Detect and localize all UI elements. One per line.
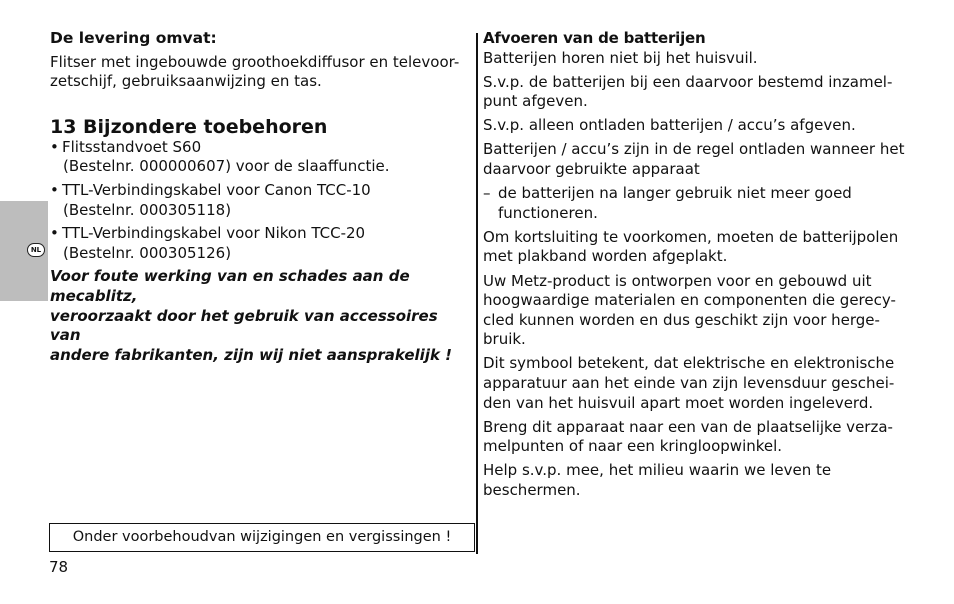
paragraph: [483, 140, 908, 179]
liability-warning: [50, 267, 462, 365]
accessory-name: Flitsstandvoet S60: [62, 137, 202, 156]
paragraph-line: cled kunnen worden en dus geschikt zijn voor herge-: [483, 310, 880, 329]
warning-line: andere fabrikanten, zijn wij niet aansprakelijk !: [50, 345, 452, 364]
warning-line: Voor foute werking van en schades aan de mecablitz,: [50, 267, 410, 305]
accessories-heading: 13 Bijzondere toebehoren: [50, 115, 328, 138]
language-badge: NL: [27, 243, 45, 257]
paragraph-line: Batterijen horen niet bij het huisvuil.: [483, 48, 758, 67]
page-number: 78: [49, 558, 69, 576]
paragraph-line: Batterijen / accu’s zijn in de regel ontladen wanneer het: [483, 140, 905, 159]
bullet-mark: •: [50, 137, 59, 156]
paragraph-line: hoogwaardige materialen en componenten die gerecy-: [483, 291, 896, 310]
paragraph: [483, 461, 908, 500]
accessory-item: [50, 181, 462, 220]
delivery-heading: De levering omvat:: [50, 29, 217, 47]
paragraph-line: den van het huisvuil apart moet worden ingeleverd.: [483, 393, 874, 412]
paragraph-line: functioneren.: [498, 203, 598, 222]
paragraph-line: Om kortsluiting te voorkomen, moeten de batterijpolen: [483, 227, 899, 246]
column-divider: [476, 33, 478, 554]
paragraph: [483, 354, 908, 413]
delivery-text: [50, 53, 462, 92]
paragraph-line: S.v.p. de batterijen bij een daarvoor bestemd inzamel-: [483, 72, 893, 91]
delivery-line: zetschijf, gebruiksaanwijzing en tas.: [50, 72, 322, 91]
paragraph-line: beschermen.: [483, 480, 581, 499]
delivery-line: Flitser met ingebouwde groothoekdiffusor en televoor-: [50, 52, 460, 71]
bullet-mark: •: [50, 224, 59, 243]
accessory-detail: (Bestelnr. 000305126): [63, 243, 232, 262]
accessory-detail: (Bestelnr. 000305118): [63, 200, 232, 219]
paragraph-line: daarvoor gebruikte apparaat: [483, 160, 700, 179]
paragraph-line: Uw Metz-product is ontworpen voor en gebouwd uit: [483, 271, 872, 290]
paragraph: [483, 418, 908, 457]
paragraph-line: melpunten of naar een kringloopwinkel.: [483, 437, 783, 456]
paragraph-line: Dit symbool betekent, dat elektrische en elektronische: [483, 354, 895, 373]
paragraph: [483, 116, 908, 136]
paragraph: [483, 49, 908, 69]
accessory-item: [50, 138, 462, 177]
paragraph: [483, 272, 908, 350]
paragraph-line: apparatuur aan het einde van zijn levensduur geschei-: [483, 374, 895, 392]
disclaimer-box: Onder voorbehoudvan wijzigingen en vergissingen !: [49, 523, 475, 552]
dash-mark: –: [483, 184, 491, 203]
accessory-name: TTL-Verbindingskabel voor Canon TCC-10: [62, 180, 371, 199]
paragraph-line: S.v.p. alleen ontladen batterijen / accu’s afgeven.: [483, 116, 856, 135]
paragraph-line: bruik.: [483, 330, 526, 349]
paragraph-line: Breng dit apparaat naar een van de plaatselijke verza-: [483, 417, 893, 436]
right-column: [483, 29, 908, 505]
paragraph-line: met plakband worden afgeplakt.: [483, 247, 728, 266]
warning-line: veroorzaakt door het gebruik van accessoires van: [50, 306, 438, 345]
left-column: [50, 29, 462, 365]
accessory-name: TTL-Verbindingskabel voor Nikon TCC-20: [62, 224, 366, 243]
paragraph-line: de batterijen na langer gebruik niet meer goed: [498, 184, 852, 203]
bullet-mark: •: [50, 180, 59, 199]
paragraph-line: punt afgeven.: [483, 92, 588, 111]
paragraph: [483, 73, 908, 112]
battery-disposal-heading: Afvoeren van de batterijen: [483, 29, 706, 47]
paragraph-line: Help s.v.p. mee, het milieu waarin we leven te: [483, 461, 832, 480]
accessory-detail: (Bestelnr. 000000607) voor de slaaffunctie.: [63, 157, 390, 176]
paragraph: [483, 228, 908, 267]
accessory-item: [50, 224, 462, 263]
dash-list-item: [483, 184, 908, 223]
